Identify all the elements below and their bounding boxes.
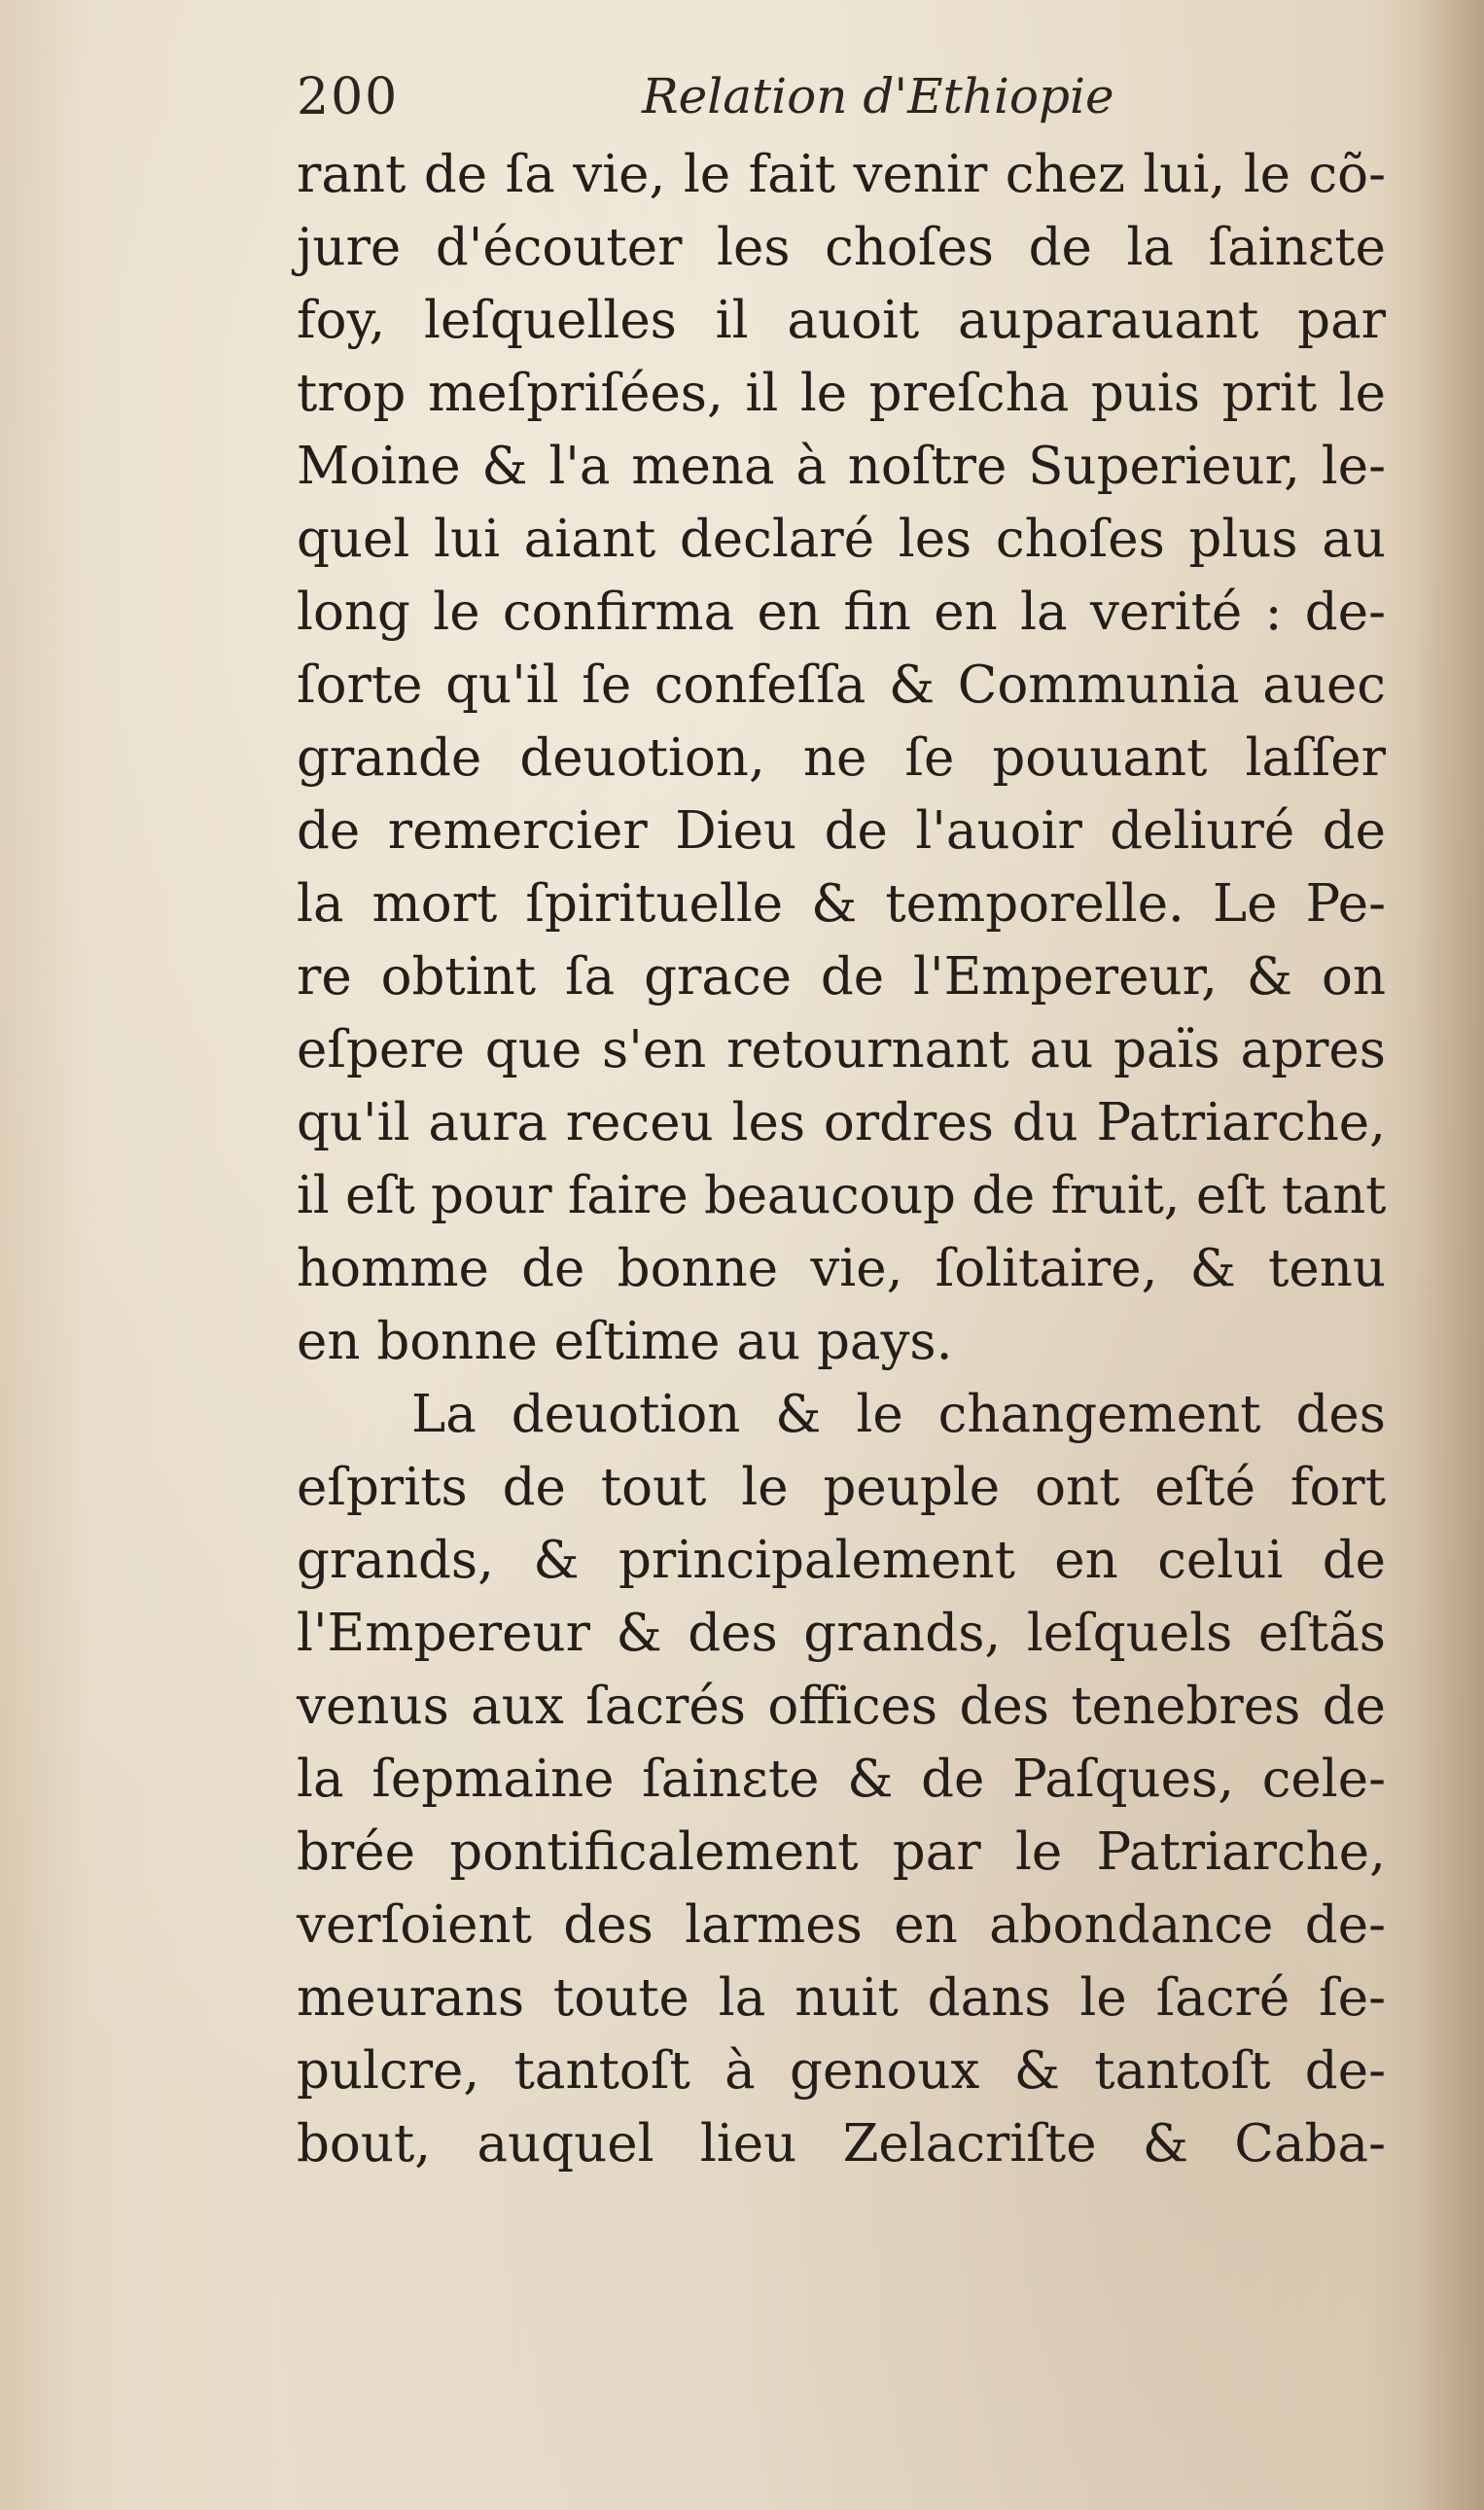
- text-line: l'Empereur & des grands, leſquels eſtãs: [297, 1604, 1386, 1663]
- text-line: qu'il aura receu les ordres du Patriarche,: [297, 1093, 1386, 1152]
- running-head: [297, 68, 1172, 146]
- text-line: grande deuotion, ne ſe pouuant laſſer: [297, 728, 1386, 788]
- text-block: [297, 138, 1386, 2180]
- text-line: venus aux ſacrés offices des tenebres de: [297, 1677, 1386, 1736]
- paragraph-2: [297, 1378, 1386, 2180]
- text-line: rant de ſa vie, le fait venir chez lui, le cõ-: [297, 145, 1386, 204]
- text-line: quel lui aiant declaré les choſes plus au: [297, 510, 1386, 569]
- page-number: 200: [297, 68, 400, 126]
- text-line: long le confirma en fin en la verité : de-: [297, 583, 1386, 642]
- text-line: bout, auquel lieu Zelacriſte & Caba-: [297, 2114, 1386, 2174]
- text-line: re obtint ſa grace de l'Empereur, & on: [297, 947, 1386, 1007]
- running-title: Relation d'Ethiopie: [642, 68, 1114, 124]
- text-line: meurans toute la nuit dans le ſacré ſe-: [297, 1968, 1386, 2028]
- text-line: pulcre, tantoſt à genoux & tantoſt de-: [297, 2041, 1386, 2101]
- page-edge-shadow: [1416, 0, 1484, 2510]
- text-line: en bonne eſtime au pays.: [297, 1312, 953, 1371]
- text-line: homme de bonne vie, ſolitaire, & tenu: [297, 1239, 1386, 1298]
- text-line: foy, leſquelles il auoit auparauant par: [297, 291, 1386, 350]
- text-line: eſpere que s'en retournant au païs apres: [297, 1020, 1386, 1079]
- text-line: verſoient des larmes en abondance de-: [297, 1895, 1386, 1955]
- text-line: trop meſpriſées, il le preſcha puis prit le: [297, 364, 1386, 423]
- text-line: grands, & principalement en celui de: [297, 1531, 1386, 1590]
- text-line: la mort ſpirituelle & temporelle. Le Pe-: [297, 874, 1386, 934]
- text-line: brée pontificalement par le Patriarche,: [297, 1822, 1386, 1882]
- text-line: Moine & l'a mena à noſtre Superieur, le-: [297, 437, 1386, 496]
- text-line: La deuotion & le changement des: [411, 1385, 1386, 1444]
- text-line: ſorte qu'il ſe confeſſa & Communia auec: [297, 655, 1386, 715]
- text-line: il eſt pour faire beaucoup de fruit, eſt tant: [297, 1166, 1387, 1225]
- text-line: de remercier Dieu de l'auoir deliuré de: [297, 801, 1386, 861]
- text-line: jure d'écouter les choſes de la ſainɛte: [297, 218, 1386, 277]
- text-line: eſprits de tout le peuple ont eſté fort: [297, 1458, 1386, 1517]
- text-line: la ſepmaine ſainɛte & de Paſques, cele-: [297, 1750, 1386, 1809]
- paragraph-1: [297, 138, 1386, 1378]
